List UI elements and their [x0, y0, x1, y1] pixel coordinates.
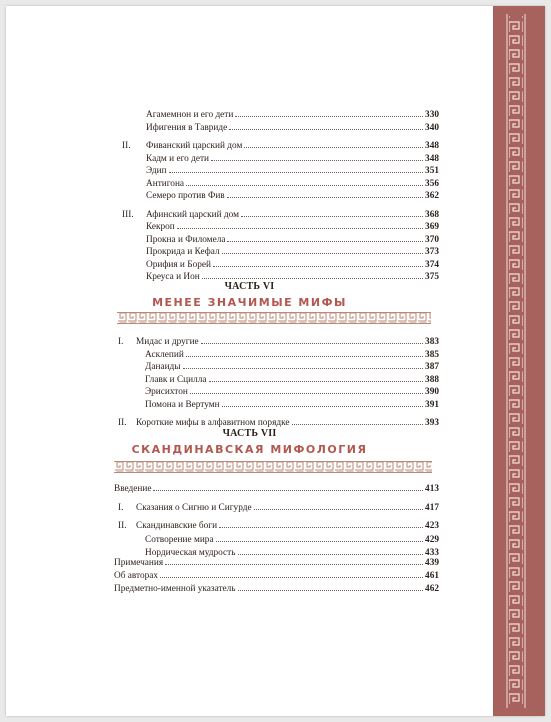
toc-entry-title: Афинский царский дом: [146, 209, 240, 220]
toc-page-number: 356: [425, 178, 439, 189]
toc-page-number: 351: [425, 166, 439, 176]
toc-entry-title: Прокна и Филомела: [146, 234, 226, 245]
toc-entry-title: Введение: [114, 484, 152, 494]
toc-entry[interactable]: [136, 520, 439, 533]
toc-section-number: I.: [118, 337, 124, 347]
toc-entry[interactable]: [146, 190, 439, 203]
toc-page-number: 340: [425, 122, 439, 133]
toc-page-number: 368: [425, 209, 439, 220]
toc-entry[interactable]: [146, 221, 439, 234]
toc-entry[interactable]: [114, 583, 439, 596]
toc-page-number: 429: [425, 534, 439, 545]
toc-page-number: 393: [425, 417, 439, 428]
toc-dot-leader: [222, 252, 423, 254]
toc-entry-title: Агамемнон и его дети: [146, 110, 234, 120]
toc-entry[interactable]: [114, 557, 439, 570]
toc-entry-title: Главк и Сцилла: [145, 374, 207, 385]
toc-dot-leader: [186, 184, 423, 186]
toc-entry[interactable]: [146, 178, 439, 191]
toc-entry-title: Антигона: [146, 178, 185, 189]
toc-dot-leader: [238, 553, 424, 555]
toc-dot-leader: [216, 540, 423, 542]
toc-page-number: 385: [425, 349, 439, 360]
toc-entry[interactable]: [146, 153, 439, 166]
toc-entry-title: Эрисихтон: [145, 387, 188, 398]
toc-entry[interactable]: [146, 259, 439, 272]
toc-entry-title: Сотворение мира: [145, 534, 214, 545]
toc-section-number: III.: [122, 209, 134, 220]
toc-entry[interactable]: [146, 122, 439, 135]
toc-dot-leader: [241, 215, 423, 217]
toc-dot-leader: [254, 508, 423, 510]
part-6-label: ЧАСТЬ VI: [224, 281, 275, 292]
part-7-meander-divider: [114, 461, 432, 473]
toc-dot-leader: [169, 171, 423, 173]
toc-dot-leader: [229, 128, 423, 130]
toc-entry[interactable]: [146, 109, 439, 122]
toc-entry-title: Сказания о Сигню и Сигурде: [136, 502, 252, 513]
toc-entry[interactable]: [136, 502, 439, 515]
toc-page-number: 388: [425, 374, 439, 385]
toc-section-number: I.: [118, 502, 124, 513]
toc-entry-title: Данаиды: [145, 362, 181, 373]
part-6-title: МЕНЕЕ ЗНАЧИМЫЕ МИФЫ: [152, 296, 347, 309]
toc-dot-leader: [244, 146, 423, 148]
toc-entry[interactable]: [145, 386, 439, 399]
toc-dot-leader: [160, 576, 423, 578]
part-7-title: СКАНДИНАВСКАЯ МИФОЛОГИЯ: [131, 443, 368, 456]
toc-entry-title: Мидас и другие: [136, 337, 199, 347]
toc-entry-title: Примечания: [114, 558, 164, 568]
toc-entry[interactable]: [145, 374, 439, 387]
toc-page-number: 370: [425, 234, 439, 245]
toc-dot-leader: [165, 563, 423, 565]
toc-dot-leader: [238, 589, 423, 591]
toc-page-number: 390: [425, 387, 439, 398]
toc-dot-leader: [235, 115, 423, 117]
toc-page-number: 373: [425, 247, 439, 257]
toc-section-number: II.: [118, 417, 127, 428]
toc-dot-leader: [222, 405, 423, 407]
toc-entry[interactable]: [146, 165, 439, 178]
toc-page-number: 439: [425, 558, 439, 568]
toc-dot-leader: [186, 355, 423, 357]
toc-entry-title: Креуса и Ион: [146, 272, 200, 282]
book-page: [6, 6, 545, 716]
part-7-label: ЧАСТЬ VII: [222, 428, 277, 439]
toc-entry[interactable]: [145, 399, 439, 412]
toc-page-number: 348: [425, 141, 439, 151]
toc-dot-leader: [177, 227, 423, 229]
toc-page-number: 387: [425, 362, 439, 373]
toc-entry-title: Нордическая мудрость: [145, 548, 236, 558]
part-6-meander-divider: [117, 312, 431, 324]
toc-dot-leader: [201, 342, 423, 344]
toc-entry-title: Кекроп: [146, 222, 175, 232]
toc-page-number: 330: [425, 110, 439, 120]
toc-page-number: 348: [425, 153, 439, 164]
toc-dot-leader: [213, 265, 423, 267]
toc-entry[interactable]: [136, 336, 439, 349]
greek-key-border: [493, 6, 545, 716]
toc-page-number: 391: [425, 400, 439, 410]
toc-entry[interactable]: [114, 570, 439, 583]
toc-entry-title: Прокрида и Кефал: [146, 247, 220, 257]
toc-page-number: 417: [425, 502, 439, 513]
decorative-side-band: [493, 6, 545, 716]
toc-entry-title: Фиванский царский дом: [146, 141, 243, 151]
toc-page-number: 413: [425, 484, 439, 494]
toc-dot-leader: [190, 392, 423, 394]
toc-entry-title: Кадм и его дети: [146, 153, 210, 164]
toc-page-number: 369: [425, 222, 439, 232]
toc-entry-title: Скандинавские боги: [136, 521, 218, 531]
toc-entry-title: Асклепий: [145, 349, 184, 360]
toc-entry-title: Предметно-именной указатель: [114, 584, 236, 594]
toc-entry-title: Ифигения в Тавриде: [146, 122, 228, 133]
toc-page-number: 362: [425, 191, 439, 201]
toc-page-number: 423: [425, 521, 439, 531]
toc-entry-title: Эдип: [146, 166, 167, 176]
toc-page-number: 375: [425, 272, 439, 282]
toc-dot-leader: [211, 159, 423, 161]
toc-entry-title: Орифия и Борей: [146, 259, 211, 270]
toc-entry-title: Короткие мифы в алфавитном порядке: [136, 417, 290, 428]
toc-dot-leader: [202, 277, 423, 279]
toc-page-number: 462: [425, 584, 439, 594]
toc-entry[interactable]: [146, 140, 439, 153]
toc-dot-leader: [219, 526, 423, 528]
toc-entry[interactable]: [145, 361, 439, 374]
toc-page-number: 383: [425, 337, 439, 347]
toc-entry[interactable]: [145, 349, 439, 362]
toc-section-number: II.: [122, 141, 131, 151]
toc-entry[interactable]: [146, 246, 439, 259]
toc-dot-leader: [227, 196, 423, 198]
toc-dot-leader: [183, 367, 424, 369]
toc-entry[interactable]: [146, 234, 439, 247]
toc-dot-leader: [153, 489, 423, 491]
toc-entry[interactable]: [114, 483, 439, 496]
toc-dot-leader: [227, 240, 423, 242]
toc-entry-title: Об авторах: [114, 571, 159, 581]
toc-entry-title: Семеро против Фив: [146, 191, 225, 201]
toc-entry[interactable]: [145, 534, 439, 547]
toc-dot-leader: [292, 423, 424, 425]
toc-page-number: 461: [425, 571, 439, 581]
toc-page-number: 433: [425, 548, 439, 558]
toc-section-number: II.: [118, 521, 127, 531]
toc-dot-leader: [209, 380, 424, 382]
toc-entry[interactable]: [146, 209, 439, 222]
toc-entry-title: Помона и Вертумн: [145, 400, 220, 410]
toc-page-number: 374: [425, 259, 439, 270]
